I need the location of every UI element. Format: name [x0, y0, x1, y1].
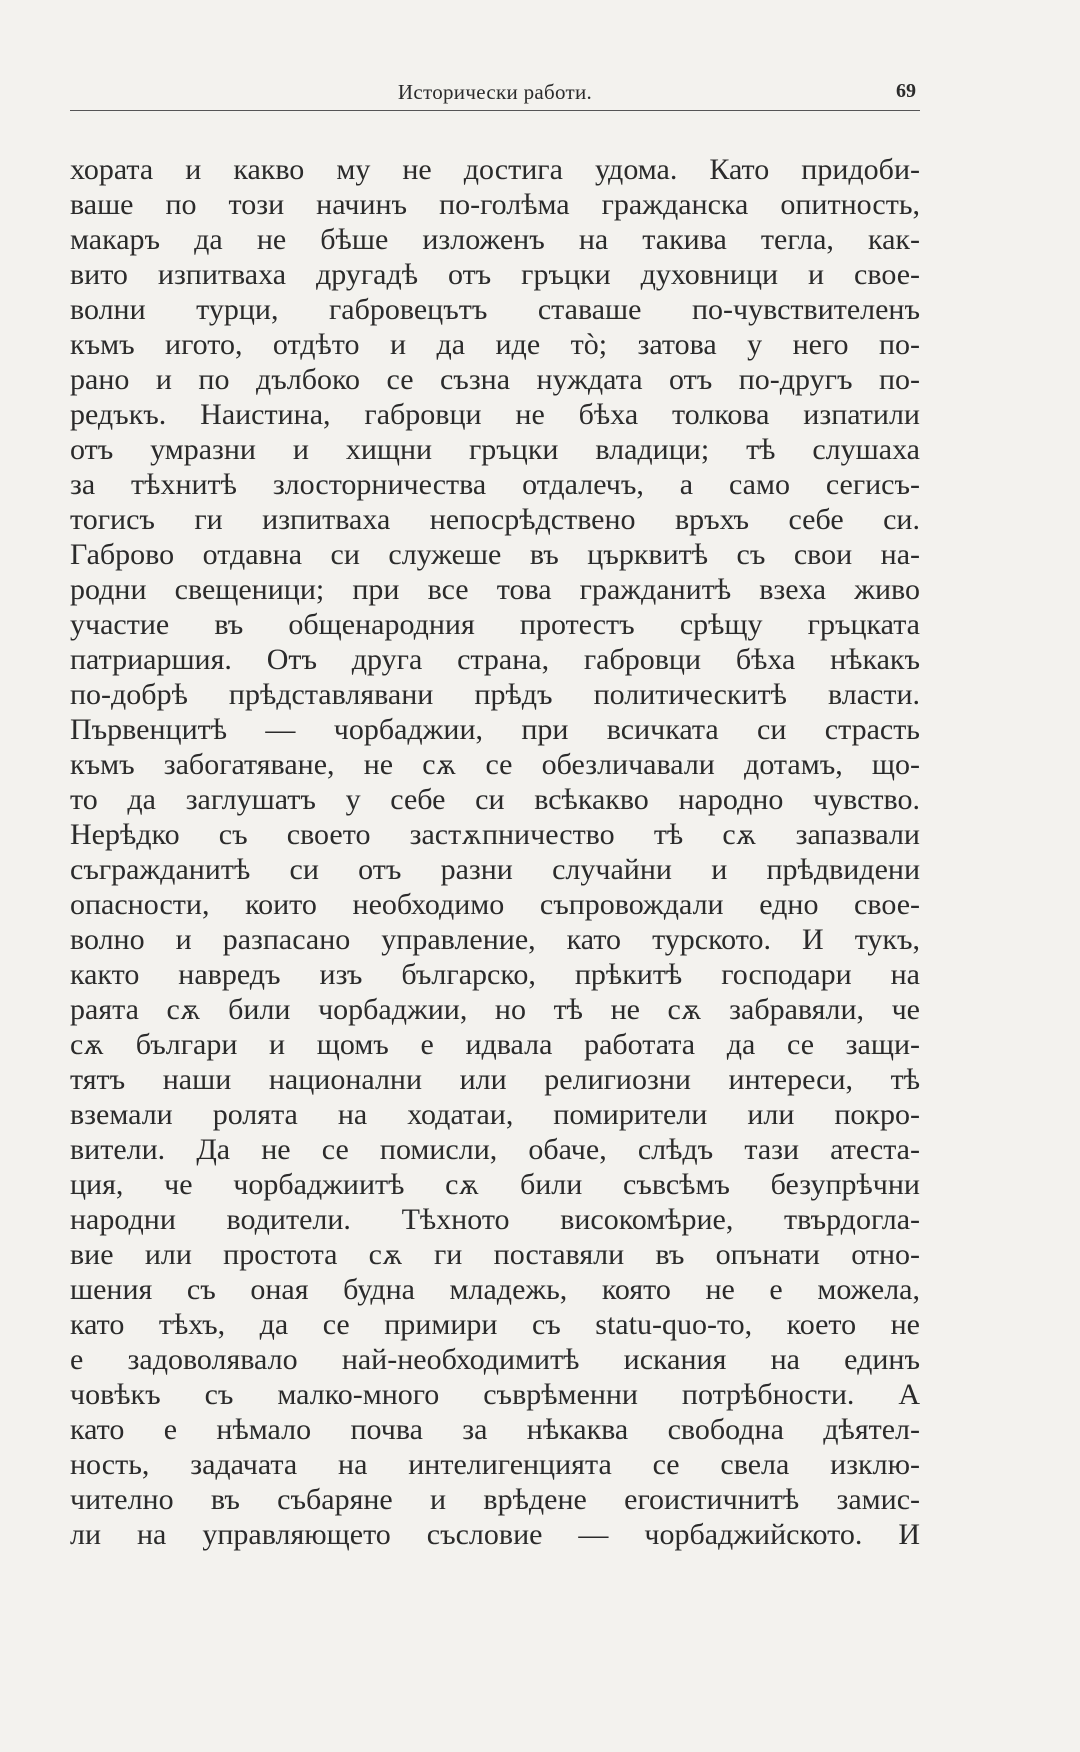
text-line: опасности, които необходимо съпровождали едно свое-: [70, 888, 920, 921]
text-line: сѫ българи и щомъ е идвала работата да се защи-: [70, 1028, 920, 1061]
text-line: ли на управляющето съсловие — чорбаджийското. И: [70, 1518, 920, 1551]
text-line: чително въ събаряне и врѣдене егоистичнитѣ замис-: [70, 1483, 920, 1516]
text-line: то да заглушатъ у себе си всѣкакво народно чувство.: [70, 783, 920, 816]
text-line: волни турци, габровецътъ ставаше по-чувствителенъ: [70, 293, 920, 326]
running-head: [70, 72, 920, 112]
text-line: е задоволявало най-необходимитѣ искания на единъ: [70, 1343, 920, 1376]
text-line: за тѣхнитѣ злосторничества отдалечъ, а само сегисъ-: [70, 468, 920, 501]
text-line: вие или простота сѫ ги поставяли въ опънати отно-: [70, 1238, 920, 1271]
text-line: участие въ общенародния протестъ срѣщу гръцката: [70, 608, 920, 641]
text-line: редъкъ. Наистина, габровци не бѣха толкова изпатили: [70, 398, 920, 431]
running-title: Исторически работи.: [397, 80, 593, 104]
text-line: къмъ забогатяване, не сѫ се обезличавали дотамъ, що-: [70, 748, 920, 781]
text-line: ция, че чорбаджиитѣ сѫ били съвсѣмъ безупрѣчни: [70, 1168, 920, 1201]
text-line: вито изпитваха другадѣ отъ гръцки духовници и свое-: [70, 258, 920, 291]
body-text: [70, 152, 920, 1552]
text-line: шения съ оная будна младежь, която не е можела,: [70, 1273, 920, 1306]
text-line: рано и по дълбоко се съзна нуждата отъ по-другъ по-: [70, 363, 920, 396]
text-line: тятъ наши национални или религиозни интереси, тѣ: [70, 1063, 920, 1096]
text-line: волно и разпасано управление, като турското. И тукъ,: [70, 923, 920, 956]
text-line: Нерѣдко съ своето застѫпничество тѣ сѫ запазвали: [70, 818, 920, 851]
text-line: родни свещеници; при все това гражданитѣ взеха живо: [70, 573, 920, 606]
text-line: Първенцитѣ — чорбаджии, при всичката си страсть: [70, 713, 920, 746]
text-line: тогисъ ги изпитваха непосрѣдствено връхъ себе си.: [70, 503, 920, 536]
text-line: по-добрѣ прѣдставлявани прѣдъ политическитѣ власти.: [70, 678, 920, 711]
text-line: ваше по този начинъ по-голѣма гражданска опитность,: [70, 188, 920, 221]
text-line: раята сѫ били чорбаджии, но тѣ не сѫ забравяли, че: [70, 993, 920, 1026]
text-line: човѣкъ съ малко-много съврѣменни потрѣбности. А: [70, 1378, 920, 1411]
page-number: 69: [896, 80, 916, 102]
text-line: отъ умразни и хищни гръцки владици; тѣ слушаха: [70, 433, 920, 466]
text-line: като е нѣмало почва за нѣкаква свободна дѣятел-: [70, 1413, 920, 1446]
text-line: както навредъ изъ българско, прѣкитѣ господари на: [70, 958, 920, 991]
text-line: патриаршия. Отъ друга страна, габровци бѣха нѣкакъ: [70, 643, 920, 676]
text-line: къмъ игото, отдѣто и да иде тò; затова у него по-: [70, 328, 920, 361]
text-line: съгражданитѣ си отъ разни случайни и прѣдвидени: [70, 853, 920, 886]
header-rule: [70, 110, 920, 111]
text-line: вители. Да не се помисли, обаче, слѣдъ тази атеста-: [70, 1133, 920, 1166]
text-line: Габрово отдавна си служеше въ църквитѣ съ свои на-: [70, 538, 920, 571]
text-line: вземали ролята на ходатаи, помирители или покро-: [70, 1098, 920, 1131]
text-line: макаръ да не бѣше изложенъ на такива тегла, как-: [70, 223, 920, 256]
text-line: ность, задачата на интелигенцията се свела изклю-: [70, 1448, 920, 1481]
text-line: народни водители. Тѣхното високомѣрие, твърдогла-: [70, 1203, 920, 1236]
text-line: хората и какво му не достига удома. Като придоби-: [70, 153, 920, 186]
text-line: като тѣхъ, да се примири съ statu-quo-то, което не: [70, 1308, 920, 1341]
